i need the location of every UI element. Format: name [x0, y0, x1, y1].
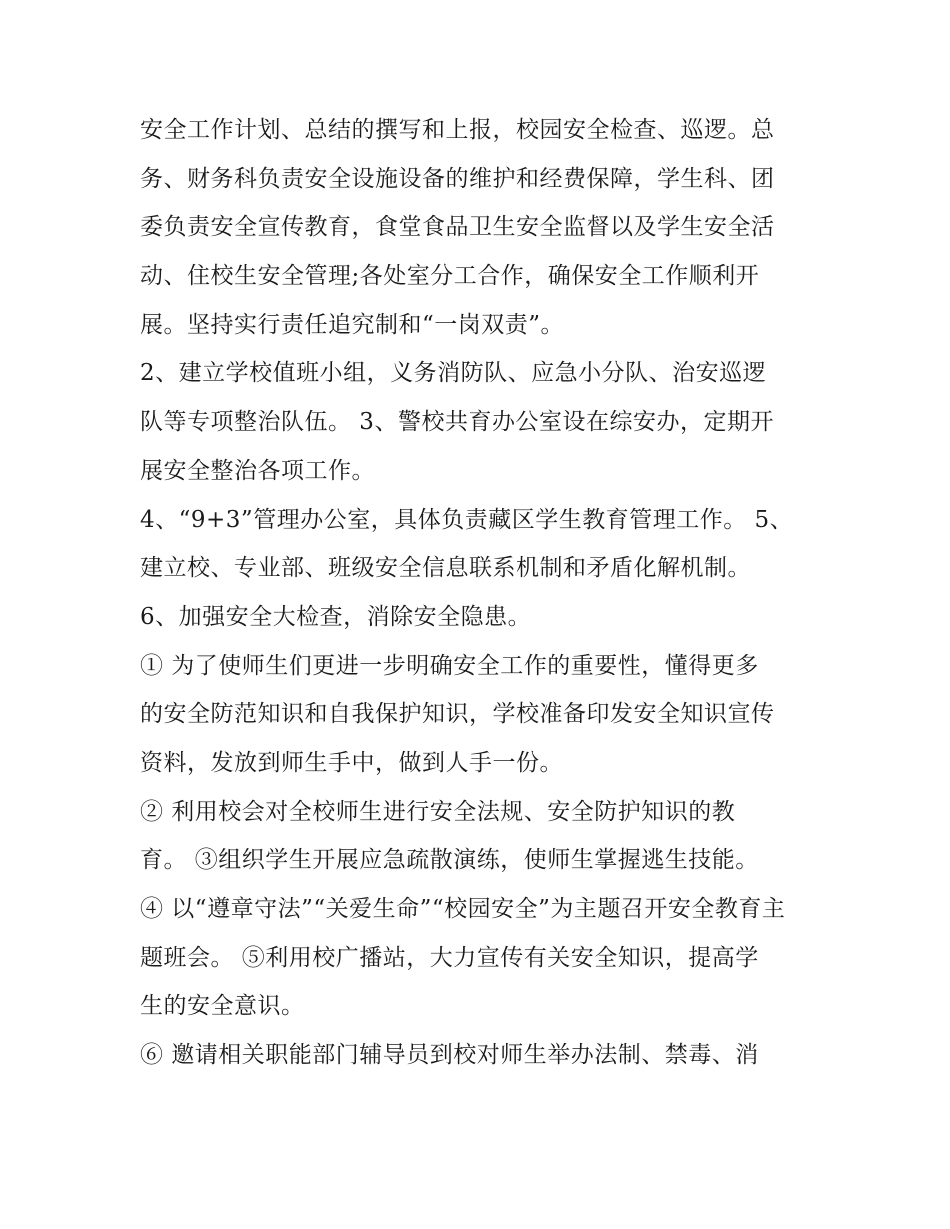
text-line: 2、建立学校值班小组，义务消防队、应急小分队、治安巡逻 — [140, 360, 767, 387]
text-line: 展。坚持实行责任追究制和“一岗双责”。 — [140, 311, 565, 338]
text-line: 育。 ③组织学生开展应急疏散演练，使师生掌握逃生技能。 — [140, 847, 759, 874]
text-line: 动、住校生安全管理;各处室分工合作，确保安全工作顺利开 — [140, 263, 760, 290]
text-line: ⑥ 邀请相关职能部门辅导员到校对师生举办法制、禁毒、消 — [140, 1042, 759, 1069]
text-line: ④ 以“遵章守法”“关爱生命”“校园安全”为主题召开安全教育主 — [140, 896, 786, 922]
text-line: 4、“9+3”管理办公室，具体负责藏区学生教育管理工作。 5、 — [140, 506, 794, 533]
text-line: 6、加强安全大检查，消除安全隐患。 — [140, 603, 532, 630]
text-line: 题班会。 ⑤利用校广播站，大力宣传有关安全知识，提高学 — [140, 944, 759, 971]
text-line: 务、财务科负责安全设施设备的维护和经费保障，学生科、团 — [140, 165, 775, 192]
text-line: 队等专项整治队伍。 3、警校共育办公室设在综安办，定期开 — [140, 409, 774, 436]
text-line: 资料，发放到师生手中，做到人手一份。 — [140, 749, 563, 776]
text-line: 的安全防范知识和自我保护知识，学校准备印发安全知识宣传 — [140, 701, 775, 728]
text-line: ② 利用校会对全校师生进行安全法规、安全防护知识的教 — [140, 798, 736, 825]
text-line: 建立校、专业部、班级安全信息联系机制和矛盾化解机制。 — [140, 555, 751, 582]
text-line: 生的安全意识。 — [140, 993, 305, 1020]
document-body — [140, 106, 820, 1080]
text-line: 展安全整治各项工作。 — [140, 457, 375, 484]
text-line: 安全工作计划、总结的撰写和上报，校园安全检查、巡逻。总 — [140, 117, 775, 143]
text-line: ① 为了使师生们更进一步明确安全工作的重要性，懂得更多 — [140, 652, 759, 679]
text-line: 委负责安全宣传教育，食堂食品卫生安全监督以及学生安全活 — [140, 214, 775, 241]
